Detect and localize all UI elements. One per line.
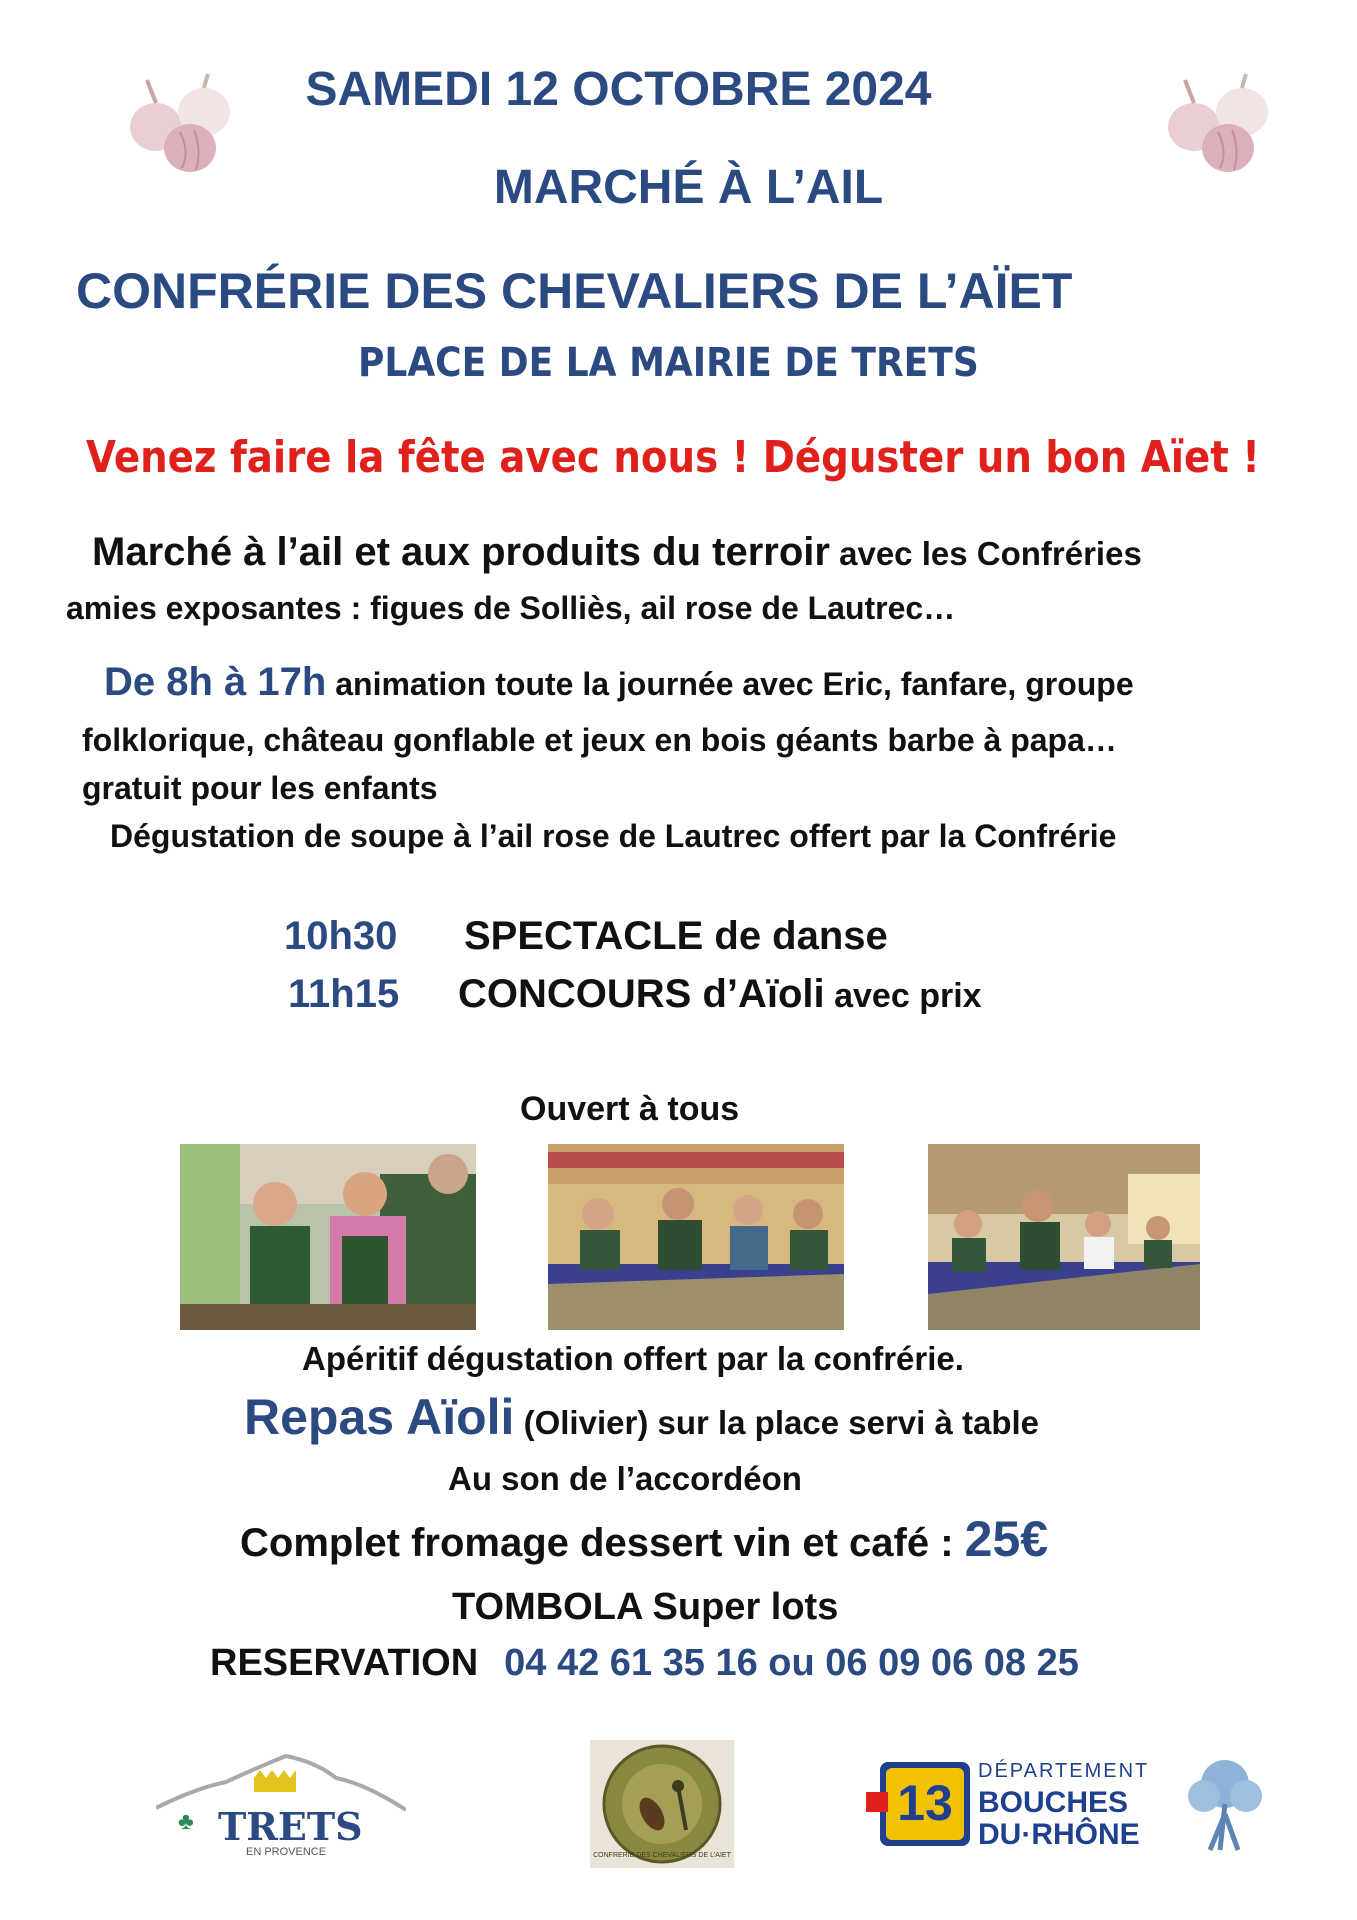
meal-music: Au son de l’accordéon xyxy=(448,1460,802,1497)
meal-line xyxy=(244,1388,1039,1446)
meal-colon: : xyxy=(929,1521,965,1565)
schedule-time: 10h30 xyxy=(284,914,398,958)
event-title: MARCHÉ À L’AIL xyxy=(493,161,884,214)
market-line-2: amies exposantes : figues de Solliès, ail rose de Lautrec… xyxy=(66,590,956,626)
department-number: 13 xyxy=(897,1775,953,1831)
animation-line-2: folklorique, château gonflable et jeux en bois géants barbe à papa… xyxy=(82,722,1117,758)
photo-market-row xyxy=(928,1144,1200,1330)
animation-line-1 xyxy=(104,660,1134,705)
slogan: Venez faire la fête avec nous ! Déguster un bon Aïet ! xyxy=(86,432,1260,483)
meal-menu: Complet fromage dessert vin et café xyxy=(240,1521,930,1565)
schedule-extra: avec prix xyxy=(824,977,982,1015)
confrerie-badge-logo xyxy=(590,1740,734,1868)
meal-rest: (Olivier) sur la place servi à table xyxy=(514,1404,1040,1441)
reservation-or: ou xyxy=(757,1642,826,1684)
photo-contest-table xyxy=(548,1144,844,1330)
tombola-text: TOMBOLA Super lots xyxy=(452,1586,839,1628)
badge-emblem-icon xyxy=(590,1740,734,1868)
badge-text: CONFRERIE DES CHEVALIERS DE L'AIET xyxy=(593,1852,731,1859)
trets-subtitle: EN PROVENCE xyxy=(246,1846,327,1858)
reservation-line xyxy=(210,1642,1079,1685)
schedule-label: SPECTACLE de danse xyxy=(464,914,888,958)
schedule-item xyxy=(288,972,982,1017)
animation-line-4: Dégustation de soupe à l’ail rose de Lautrec offert par la Confrérie xyxy=(110,818,1117,854)
photo-children-cooking xyxy=(180,1144,476,1330)
meal-menu-line xyxy=(240,1510,1048,1568)
department-number-badge xyxy=(880,1762,970,1846)
tombola xyxy=(452,1586,838,1629)
department-logo xyxy=(866,1752,1266,1862)
animation-rest: animation toute la journée avec Eric, fanfare, groupe xyxy=(326,666,1134,702)
reservation-phone-2: 06 09 06 08 25 xyxy=(825,1642,1079,1684)
open-to-all: Ouvert à tous xyxy=(520,1090,740,1128)
department-name-2: DU·RHÔNE xyxy=(978,1818,1140,1851)
clover-icon: ♣ xyxy=(178,1808,194,1835)
schedule-label: CONCOURS d’Aïoli xyxy=(458,972,825,1016)
meal-title: Repas Aïoli xyxy=(244,1389,515,1445)
olive-tree-icon xyxy=(1180,1754,1270,1854)
market-lead: Marché à l’ail et aux produits du terroir xyxy=(92,530,830,574)
trets-logo xyxy=(156,1748,406,1858)
department-label: DÉPARTEMENT xyxy=(978,1760,1150,1782)
animation-hours: De 8h à 17h xyxy=(104,660,327,704)
trets-name: TRETS xyxy=(218,1804,363,1849)
aperitif-text: Apéritif dégustation offert par la confrérie. xyxy=(302,1340,964,1377)
meal-price: 25€ xyxy=(964,1511,1049,1567)
reservation-label: RESERVATION xyxy=(210,1642,479,1684)
event-date: SAMEDI 12 OCTOBRE 2024 xyxy=(305,63,932,116)
department-name-1: BOUCHES xyxy=(978,1786,1129,1819)
market-rest: avec les Confréries xyxy=(829,535,1142,572)
schedule-item xyxy=(284,914,888,959)
organizer-name: CONFRÉRIE DES CHEVALIERS DE L’AÏET xyxy=(76,263,1073,319)
schedule-time: 11h15 xyxy=(288,972,400,1016)
animation-line-3: gratuit pour les enfants xyxy=(82,770,438,806)
event-location: PLACE DE LA MAIRIE DE TRETS xyxy=(358,340,979,386)
reservation-phone-1: 04 42 61 35 16 xyxy=(504,1642,758,1684)
market-line-1 xyxy=(92,530,1142,575)
